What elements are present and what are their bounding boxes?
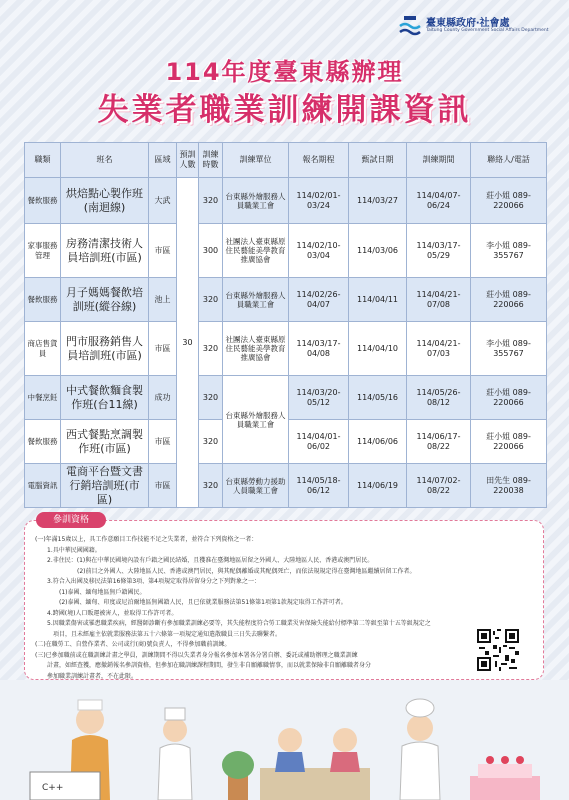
header-signup: 報名期程 xyxy=(289,143,349,178)
cell-hours: 320 xyxy=(199,322,223,376)
cell-exam: 114/04/10 xyxy=(349,322,407,376)
qual-line: 參加職業訓練計畫者，不在此限。 xyxy=(47,672,138,680)
cell-field: 商店售貨員 xyxy=(25,322,61,376)
cell-class-name: 門市服務銷售人員培訓班(市區) xyxy=(61,322,149,376)
cell-field: 餐飲服務 xyxy=(25,178,61,224)
qual-line: 1.具中華民國國籍。 xyxy=(47,546,101,554)
cell-area: 市區 xyxy=(149,464,177,508)
org-logo xyxy=(398,12,558,42)
cell-signup: 114/02/01-03/24 xyxy=(289,178,349,224)
cell-period: 114/03/17-05/29 xyxy=(407,224,471,278)
cell-contact: 李小姐 089-355767 xyxy=(471,224,547,278)
qual-line: 3.符合入出國及移民法第16條第3項、第4項規定取得居留身分之下列對象之一： xyxy=(47,578,260,585)
table-row xyxy=(25,376,547,420)
laptop-icon xyxy=(30,772,100,800)
cell-contact: 莊小姐 089-220066 xyxy=(471,420,547,464)
header-exam: 甄試日期 xyxy=(349,143,407,178)
cell-area: 池上 xyxy=(149,278,177,322)
cell-unit: 社團法人臺東縣原住民藝能美學教育推廣協會 xyxy=(223,224,289,278)
cell-exam: 114/05/16 xyxy=(349,376,407,420)
header-field: 職類 xyxy=(25,143,61,178)
cell-signup: 114/02/26-04/07 xyxy=(289,278,349,322)
laptop-label: C++ xyxy=(42,783,64,793)
cell-signup: 114/03/20-05/12 xyxy=(289,376,349,420)
qual-line: 計畫，如經查獲，應撤銷報名參訓資格，但參加在職訓練課程期間，發生非自願離職情事，而以就業保險非自願離職者身分 xyxy=(47,662,372,669)
header-class-name: 班名 xyxy=(61,143,149,178)
footer-illustration xyxy=(0,680,569,800)
cell-hours: 300 xyxy=(199,224,223,278)
cell-class-name: 烘焙點心製作班(南迴線) xyxy=(61,178,149,224)
cell-area: 市區 xyxy=(149,322,177,376)
cell-contact: 莊小姐 089-220066 xyxy=(471,278,547,322)
cell-class-name: 房務清潔技術人員培訓班(市區) xyxy=(61,224,149,278)
cell-unit: 台東縣勞動力援助人員職業工會 xyxy=(223,464,289,508)
cell-exam: 114/04/11 xyxy=(349,278,407,322)
course-table xyxy=(24,142,547,508)
header-unit: 訓練單位 xyxy=(223,143,289,178)
qual-line: (1)泰國、緬甸地區無戶籍國民。 xyxy=(59,588,146,596)
cell-exam: 114/06/19 xyxy=(349,464,407,508)
cell-period: 114/04/21-07/08 xyxy=(407,278,471,322)
qual-line: 2.非住民：(1)與在中華民國境內設有戶籍之國民結婚，且獲准在臺灣地區居留之外國人、大陸地區人民、香港或澳門居民。 xyxy=(47,557,374,564)
cell-period: 114/05/26-08/12 xyxy=(407,376,471,420)
qual-line: 項目，且未經雇主依就業服務法第五十六條第一項規定通知遣散職員三日失去聯繫者。 xyxy=(53,630,282,638)
qual-line: (一)年滿15歲以上，具工作意願目工作技能不足之失業者，並符合下列資格之一者： xyxy=(35,536,258,543)
qualifications-tag: 參訓資格 xyxy=(36,512,106,528)
cell-area: 市區 xyxy=(149,420,177,464)
cell-unit: 社團法人臺東縣原住民藝能美學教育推廣協會 xyxy=(223,322,289,376)
cell-people: 30 xyxy=(177,178,199,508)
cell-exam: 114/03/06 xyxy=(349,224,407,278)
qual-line: 5.因職業傷害或罹患職業疾病，經醫師診斷有參加職業訓練必要等，其失能程度符合勞工職業災害保險失能給付標準第二等級至第十五等級規定之 xyxy=(47,620,431,627)
qual-line: (2)前目之外國人、大陸地區人民、香港或澳門居民，與其配偶離婚或其配偶死亡，而依法規規定得在臺灣地區繼續居留工作者。 xyxy=(77,567,416,575)
qual-line: (二)在職勞工、自營作業者、公司或行(商)號負責人，不得參加職前訓練。 xyxy=(35,641,231,648)
cell-contact: 田先生 089-220038 xyxy=(471,464,547,508)
org-name: 臺東縣政府‧社會處 xyxy=(426,18,510,29)
cell-hours: 320 xyxy=(199,278,223,322)
qualifications-section xyxy=(24,512,546,680)
qualifications-box xyxy=(24,520,544,680)
cell-area: 市區 xyxy=(149,224,177,278)
cell-exam: 114/06/06 xyxy=(349,420,407,464)
header-contact: 聯絡人/電話 xyxy=(471,143,547,178)
title-line-1: 114年度臺東縣辦理 xyxy=(165,58,404,86)
cell-period: 114/06/17-08/22 xyxy=(407,420,471,464)
cell-class-name: 西式餐點烹調製作班(市區) xyxy=(61,420,149,464)
cell-field: 家事服務管理 xyxy=(25,224,61,278)
cell-exam: 114/03/27 xyxy=(349,178,407,224)
cell-contact: 莊小姐 089-220066 xyxy=(471,376,547,420)
cell-signup: 114/03/17-04/08 xyxy=(289,322,349,376)
cell-class-name: 中式餐飲麵食製作班(台11線) xyxy=(61,376,149,420)
table-row xyxy=(25,322,547,376)
title-line-2: 失業者職業訓練開課資訊 xyxy=(97,92,472,128)
qr-code-icon[interactable] xyxy=(477,629,519,671)
org-wave-icon xyxy=(398,14,422,38)
cell-hours: 320 xyxy=(199,376,223,420)
table-row xyxy=(25,178,547,224)
org-subtitle: Taitung County Government Social Affairs Department xyxy=(426,28,549,33)
cell-class-name: 月子媽媽餐飲培訓班(縱谷線) xyxy=(61,278,149,322)
cell-signup: 114/05/18-06/12 xyxy=(289,464,349,508)
cell-class-name: 電商平台暨文書行銷培訓班(市區) xyxy=(61,464,149,508)
header-people: 預訓人數 xyxy=(177,143,199,178)
header-hours: 訓練時數 xyxy=(199,143,223,178)
qual-line: 4.跨國(境)人口販運被害人，並取得工作許可者。 xyxy=(47,609,178,617)
cell-field: 中餐烹飪 xyxy=(25,376,61,420)
cell-field: 餐飲服務 xyxy=(25,420,61,464)
table-row xyxy=(25,224,547,278)
cell-unit: 台東縣外燴服務人員職業工會 xyxy=(223,178,289,224)
cell-contact: 李小姐 089-355767 xyxy=(471,322,547,376)
cell-field: 餐飲服務 xyxy=(25,278,61,322)
cell-field: 電腦資訊 xyxy=(25,464,61,508)
cell-hours: 320 xyxy=(199,178,223,224)
cell-period: 114/07/02-08/22 xyxy=(407,464,471,508)
cell-hours: 320 xyxy=(199,464,223,508)
cell-unit: 台東縣外燴服務人員職業工會 xyxy=(223,278,289,322)
cell-area: 大武 xyxy=(149,178,177,224)
cell-area: 成功 xyxy=(149,376,177,420)
cell-hours: 320 xyxy=(199,420,223,464)
table-row xyxy=(25,278,547,322)
cell-signup: 114/02/10-03/04 xyxy=(289,224,349,278)
qual-line: (2)泰國、緬甸、印度或尼泊爾地區無國籍人民，且已依就業服務法第51條第1項第1款規定取得工作許可者。 xyxy=(59,599,347,606)
cell-contact: 莊小姐 089-220066 xyxy=(471,178,547,224)
cell-unit: 台東縣外燴服務人員職業工會 xyxy=(223,376,289,464)
table-row xyxy=(25,464,547,508)
qual-line: (三)已參加職前或在職訓練計畫之學員，訓練期間不得以失業者身分報名參加本署各分署自辦、委託或補助辦理之職業訓練 xyxy=(35,651,358,659)
cell-signup: 114/04/01-06/02 xyxy=(289,420,349,464)
header-period: 訓練期間 xyxy=(407,143,471,178)
cell-period: 114/04/21-07/03 xyxy=(407,322,471,376)
header-area: 區域 xyxy=(149,143,177,178)
cell-period: 114/04/07-06/24 xyxy=(407,178,471,224)
